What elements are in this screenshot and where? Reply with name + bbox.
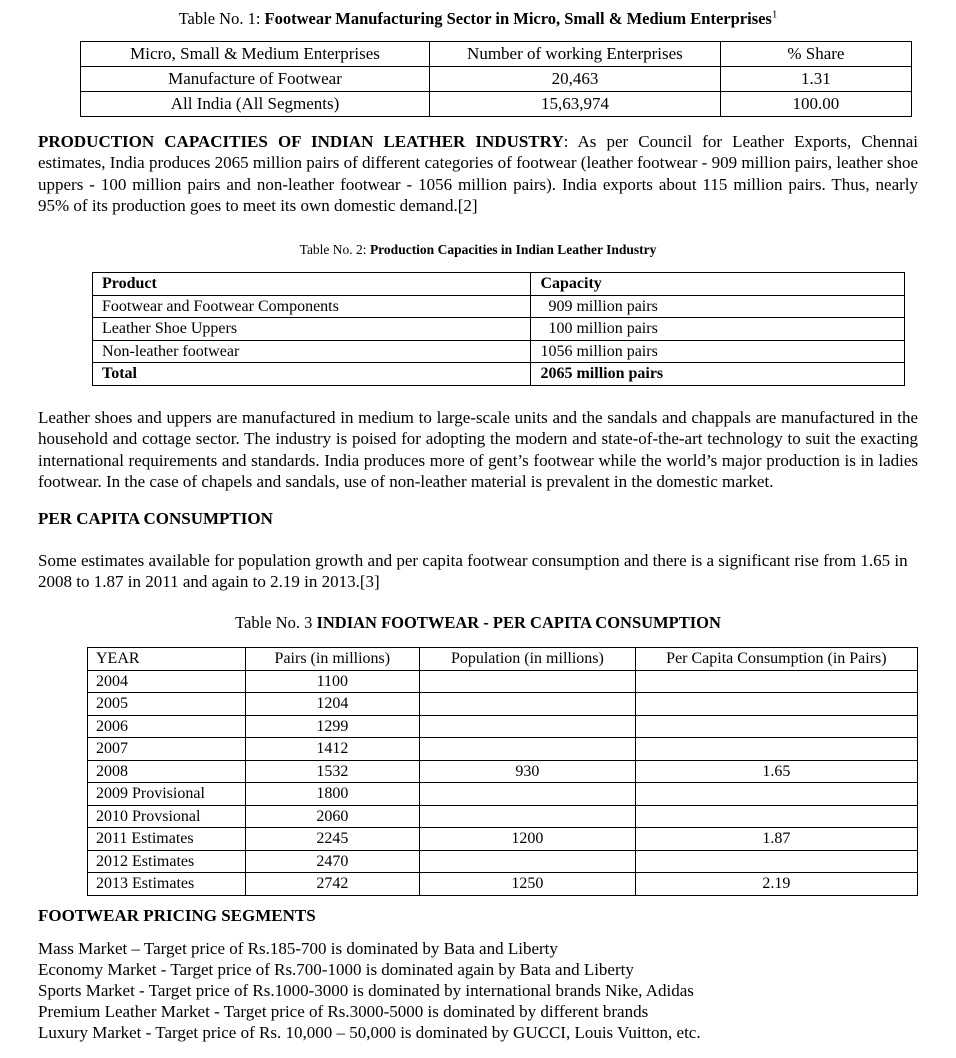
table-cell <box>635 783 917 806</box>
per-capita-paragraph: Some estimates available for population growth and per capita footwear consumption and there is a significant rise from 1.65 in 2008 to 1.87 in 2011 and again to 2.19 in 2013.[3] <box>38 550 908 591</box>
table-cell <box>419 670 635 693</box>
pricing-line: Sports Market - Target price of Rs.1000-3000 is dominated by international brands Nike, Adidas <box>38 980 694 1000</box>
table2-caption-prefix: Table No. 2: <box>299 241 370 257</box>
column-header: Capacity <box>531 273 905 296</box>
table2-caption <box>38 239 918 261</box>
table-row <box>88 738 918 761</box>
pricing-line: Mass Market – Target price of Rs.185-700 is dominated by Bata and Liberty <box>38 938 558 958</box>
table-cell: 2007 <box>88 738 246 761</box>
table-row <box>88 760 918 783</box>
column-header: Micro, Small & Medium Enterprises <box>81 41 430 66</box>
table1-caption-prefix: Table No. 1: <box>178 9 265 28</box>
table1-caption-title: Footwear Manufacturing Sector in Micro, Small & Medium Enterprises <box>264 9 772 28</box>
table-row <box>93 340 905 363</box>
table-cell: 2013 Estimates <box>88 873 246 896</box>
table-cell: 1.31 <box>720 66 911 91</box>
table-cell: 2005 <box>88 693 246 716</box>
table-cell <box>419 715 635 738</box>
table-cell: 1800 <box>245 783 419 806</box>
column-header: Population (in millions) <box>419 648 635 671</box>
table-cell <box>419 738 635 761</box>
table-cell <box>419 805 635 828</box>
table-cell: 15,63,974 <box>430 91 721 116</box>
table-cell: Footwear and Footwear Components <box>93 295 531 318</box>
table1-caption <box>38 8 918 30</box>
production-capacities-paragraph <box>38 131 918 217</box>
pricing-line: Economy Market - Target price of Rs.700-1000 is dominated again by Bata and Liberty <box>38 959 634 979</box>
table-cell: 2011 Estimates <box>88 828 246 851</box>
table-cell: 2060 <box>245 805 419 828</box>
table-cell: 2006 <box>88 715 246 738</box>
table-cell <box>635 738 917 761</box>
table-cell: 2470 <box>245 850 419 873</box>
table-cell: 100 million pairs <box>531 318 905 341</box>
table-cell <box>419 783 635 806</box>
pricing-line: Luxury Market - Target price of Rs. 10,000 – 50,000 is dominated by GUCCI, Louis Vuitton, etc. <box>38 1022 701 1042</box>
table-cell: 1200 <box>419 828 635 851</box>
table-cell: 2008 <box>88 760 246 783</box>
table-cell: Non-leather footwear <box>93 340 531 363</box>
table-row <box>88 873 918 896</box>
table3-caption-prefix: Table No. 3 <box>235 612 317 632</box>
table-row <box>88 828 918 851</box>
per-capita-heading: PER CAPITA CONSUMPTION <box>38 508 273 528</box>
table-row <box>88 693 918 716</box>
table-cell: 1.87 <box>635 828 917 851</box>
production-capacities-table <box>92 272 905 386</box>
table-cell: 1299 <box>245 715 419 738</box>
per-capita-consumption-table <box>87 647 918 896</box>
table-cell: 1204 <box>245 693 419 716</box>
table-cell: 2010 Provsional <box>88 805 246 828</box>
column-header: % Share <box>720 41 911 66</box>
table-cell <box>635 715 917 738</box>
table-cell <box>635 670 917 693</box>
production-capacities-lead: PRODUCTION CAPACITIES OF INDIAN LEATHER INDUSTRY <box>38 131 564 151</box>
table-cell: 2004 <box>88 670 246 693</box>
table-row <box>93 363 905 386</box>
table-row <box>88 670 918 693</box>
table-cell <box>635 805 917 828</box>
table-cell: 1250 <box>419 873 635 896</box>
msme-enterprises-table <box>80 41 912 117</box>
column-header: Per Capita Consumption (in Pairs) <box>635 648 917 671</box>
table-cell: Total <box>93 363 531 386</box>
table-cell <box>635 850 917 873</box>
pricing-segments-heading: FOOTWEAR PRICING SEGMENTS <box>38 905 316 925</box>
table-row <box>88 715 918 738</box>
column-header: YEAR <box>88 648 246 671</box>
table-cell: 2012 Estimates <box>88 850 246 873</box>
table-cell: Leather Shoe Uppers <box>93 318 531 341</box>
table3-caption <box>38 612 918 634</box>
table-cell: 20,463 <box>430 66 721 91</box>
table-cell: 2245 <box>245 828 419 851</box>
table1-footnote-marker: 1 <box>771 8 778 21</box>
table-cell: 1100 <box>245 670 419 693</box>
table-header-row <box>88 648 918 671</box>
table-cell: 100.00 <box>720 91 911 116</box>
column-header: Number of working Enterprises <box>430 41 721 66</box>
table-cell: 1532 <box>245 760 419 783</box>
table-cell: 1412 <box>245 738 419 761</box>
column-header: Pairs (in millions) <box>245 648 419 671</box>
table-row <box>93 318 905 341</box>
table-cell: 930 <box>419 760 635 783</box>
production-capacities-text: : As per Council for Leather Exports, Chennai estimates, India produces 2065 million pairs of different categories of footwear (leather footwear - 909 million pairs, leather shoe uppers - 100 million pairs and non-leather footwear - 1056 million pairs). India exports about 115 million pairs. Thus, nearly 95% of its production goes to meet its own domestic demand.[2] <box>38 131 918 215</box>
table-header-row <box>81 41 912 66</box>
leather-shoes-paragraph: Leather shoes and uppers are manufactured in medium to large-scale units and the sandals and chappals are manufactured in the household and cottage sector. The industry is poised for adopting the modern and state-of-the-art technology to suit the exacting international requirements and standards. India produces more of gent’s footwear while the world’s major production is in ladies footwear. In the case of chapels and sandals, use of non-leather material is prevalent in the domestic market. <box>38 407 918 491</box>
table-row <box>88 850 918 873</box>
table-header-row <box>93 273 905 296</box>
pricing-segments-list <box>38 938 918 1043</box>
table-row <box>81 91 912 116</box>
table2-caption-title: Production Capacities in Indian Leather Industry <box>369 241 657 257</box>
table-cell <box>419 693 635 716</box>
table-cell: 1056 million pairs <box>531 340 905 363</box>
pricing-line: Premium Leather Market - Target price of Rs.3000-5000 is dominated by different brands <box>38 1001 649 1021</box>
table-cell <box>419 850 635 873</box>
table3-caption-title: INDIAN FOOTWEAR - PER CAPITA CONSUMPTION <box>316 612 721 632</box>
table-cell: Manufacture of Footwear <box>81 66 430 91</box>
table-cell: 2065 million pairs <box>531 363 905 386</box>
table-cell: 2742 <box>245 873 419 896</box>
table-cell: All India (All Segments) <box>81 91 430 116</box>
table-row <box>88 805 918 828</box>
table-row <box>88 783 918 806</box>
column-header: Product <box>93 273 531 296</box>
table-cell: 1.65 <box>635 760 917 783</box>
table-row <box>93 295 905 318</box>
table-cell: 2009 Provisional <box>88 783 246 806</box>
table-row <box>81 66 912 91</box>
table-cell <box>635 693 917 716</box>
table-cell: 909 million pairs <box>531 295 905 318</box>
table-cell: 2.19 <box>635 873 917 896</box>
